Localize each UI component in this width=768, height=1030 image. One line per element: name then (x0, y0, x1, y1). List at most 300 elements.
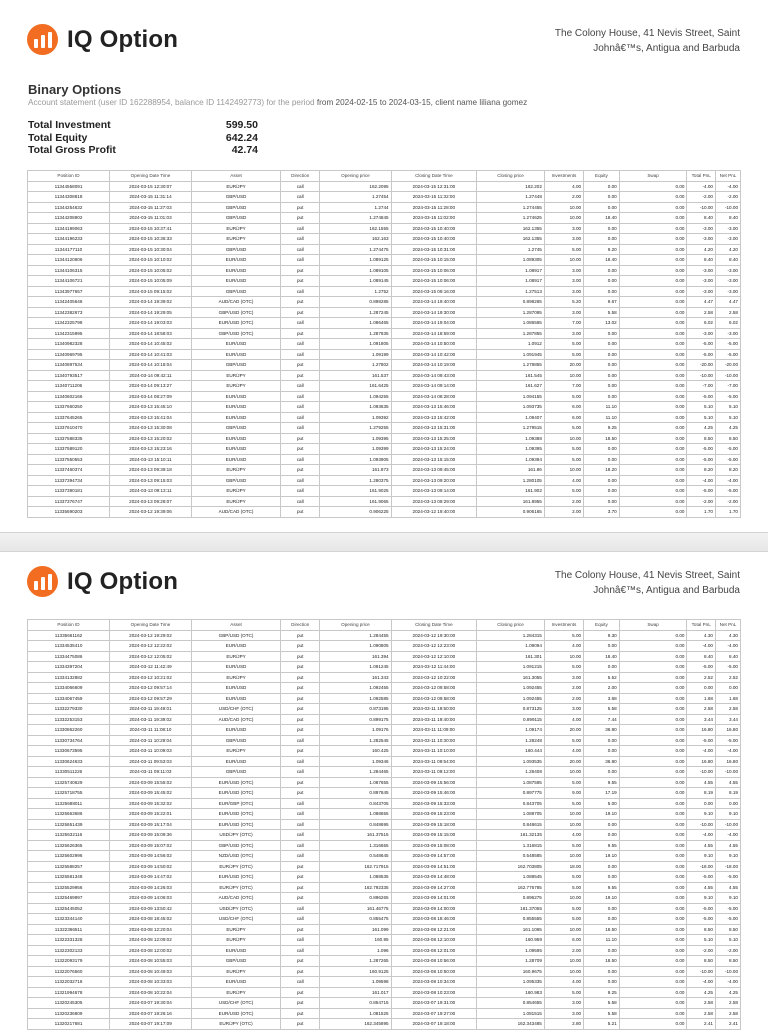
table-cell: 2024-03-12 12:23:00 (391, 641, 477, 652)
table-row (28, 423, 741, 434)
table-cell: EUR/USD (191, 725, 280, 736)
table-cell: 11325581348 (28, 872, 110, 883)
table-row (28, 882, 741, 893)
table-cell: 1.279255 (320, 423, 391, 434)
table-cell: 10.00 (544, 851, 583, 862)
table-cell: 2024-03-15 11:31:14 (109, 192, 191, 203)
table-cell: 2024-03-14 19:40:00 (391, 297, 477, 308)
table-cell: 161.3055 (477, 672, 545, 683)
table-cell: EUR/JPY (191, 924, 280, 935)
table-cell: 0.00 (619, 641, 687, 652)
table-cell: 2024-03-11 19:50:00 (391, 704, 477, 715)
table-cell: 11340897534 (28, 360, 110, 371)
table-cell: -3.00 (715, 328, 740, 339)
table-cell: 7.00 (544, 318, 583, 329)
table-cell: 11322302133 (28, 945, 110, 956)
table-cell: -10.00 (687, 202, 716, 213)
table-cell: call (281, 977, 320, 988)
table-cell: 2024-03-14 18:59:00 (391, 328, 477, 339)
table-cell: 0.00 (619, 234, 687, 245)
table-cell: 11337390181 (28, 486, 110, 497)
table-cell: 5.58 (584, 1008, 620, 1019)
table-cell: 2024-03-09 14:56:02 (109, 851, 191, 862)
table-cell: 1.086565 (477, 318, 545, 329)
table-cell: 2024-03-13 15:25:00 (391, 433, 477, 444)
table-cell: 9.20 (584, 244, 620, 255)
table-cell: 1.091215 (477, 662, 545, 673)
table-cell: EUR/USD (191, 391, 280, 402)
table-cell: -5.00 (715, 391, 740, 402)
table-cell: 1.28408 (477, 767, 545, 778)
table-cell: 11340793517 (28, 370, 110, 381)
table-cell: -2.00 (715, 496, 740, 507)
table-cell: call (281, 851, 320, 862)
table-cell: 0.00 (619, 903, 687, 914)
table-cell: 5.20 (544, 297, 583, 308)
table-cell: 2024-03-13 15:23:16 (109, 444, 191, 455)
table-cell: 0.00 (584, 339, 620, 350)
table-cell: 11320236809 (28, 1008, 110, 1019)
table-cell: 0.00 (619, 987, 687, 998)
table-cell: 11344308818 (28, 192, 110, 203)
table-cell: 2024-03-11 09:11:03 (109, 767, 191, 778)
table-cell: GBP/USD (191, 360, 280, 371)
table-cell: 9.10 (715, 809, 740, 820)
table-cell: 19.10 (584, 851, 620, 862)
table-cell: 1.09407 (477, 412, 545, 423)
table-cell: 2024-03-12 19:39:06 (109, 507, 191, 518)
table-cell: 2024-03-14 10:41:03 (109, 349, 191, 360)
table-cell: 1.2745 (477, 244, 545, 255)
table-cell: call (281, 412, 320, 423)
table-cell: 2024-03-09 14:51:00 (391, 861, 477, 872)
table-cell: 0.00 (687, 683, 716, 694)
table-cell: 2024-03-15 10:15:00 (391, 255, 477, 266)
table-cell: 11334132882 (28, 672, 110, 683)
table-row (28, 496, 741, 507)
table-cell: 2024-03-07 19:31:00 (391, 998, 477, 1009)
table-cell: 2024-03-15 11:27:03 (109, 202, 191, 213)
table-cell: 4.55 (687, 882, 716, 893)
table-row (28, 725, 741, 736)
table-cell: 9.10 (715, 893, 740, 904)
table-row (28, 328, 741, 339)
table-row (28, 318, 741, 329)
table-cell: 0.00 (619, 725, 687, 736)
table-cell: 0.00 (619, 630, 687, 641)
table-cell: 0.00 (584, 475, 620, 486)
table-cell: put (281, 1019, 320, 1030)
table-cell: call (281, 798, 320, 809)
table-cell: call (281, 475, 320, 486)
table-cell: 4.00 (544, 475, 583, 486)
table-cell: 2024-03-11 19:39:02 (109, 714, 191, 725)
table-cell: 2024-03-08 10:22:04 (109, 987, 191, 998)
table-row (28, 777, 741, 788)
table-cell: 2024-03-08 18:45:02 (109, 914, 191, 925)
table-cell: 160.959 (477, 935, 545, 946)
table-cell: 6.02 (687, 318, 716, 329)
table-cell: 1.09595 (477, 945, 545, 956)
table-cell: call (281, 735, 320, 746)
table-row (28, 809, 741, 820)
table-row (28, 662, 741, 673)
table-cell: -10.00 (687, 819, 716, 830)
table-cell: 2024-03-08 12:10:00 (391, 935, 477, 946)
table-cell: put (281, 714, 320, 725)
table-row (28, 872, 741, 883)
table-cell: 11337376747 (28, 496, 110, 507)
table-cell: 0.00 (619, 840, 687, 851)
table-cell: 9.10 (687, 809, 716, 820)
table-cell: call (281, 192, 320, 203)
table-cell: 11325445052 (28, 903, 110, 914)
table-cell: 11344177110 (28, 244, 110, 255)
table-cell: 2.00 (544, 192, 583, 203)
table-cell: 0.00 (619, 496, 687, 507)
table-cell: call (281, 830, 320, 841)
table-cell: GBP/USD (191, 192, 280, 203)
table-cell: put (281, 465, 320, 476)
table-cell: 8.50 (687, 433, 716, 444)
table-row (28, 349, 741, 360)
table-cell: 8.40 (715, 651, 740, 662)
table-cell: 1.280375 (320, 475, 391, 486)
table-cell: -5.00 (715, 914, 740, 925)
summary-row-total-equity: Total Equity 642.24 (28, 131, 258, 144)
table-cell: 9.55 (584, 777, 620, 788)
table-cell: call (281, 486, 320, 497)
table-cell: 0.00 (619, 391, 687, 402)
table-cell: 2024-03-13 15:45:10 (109, 402, 191, 413)
table-cell: 5.00 (544, 630, 583, 641)
table-cell: 2024-03-08 18:46:00 (391, 914, 477, 925)
table-cell: 0.843705 (477, 798, 545, 809)
table-cell: 11337394734 (28, 475, 110, 486)
table-cell: 10.00 (544, 924, 583, 935)
table-row (28, 307, 741, 318)
table-cell: 2024-03-13 09:29:00 (391, 496, 477, 507)
table-cell: EUR/JPY (191, 223, 280, 234)
table-cell: 1.316815 (477, 840, 545, 851)
table-cell: -5.00 (715, 444, 740, 455)
table-row (28, 1008, 741, 1019)
table-header-row (28, 171, 741, 182)
table-cell: 2024-03-08 10:55:03 (109, 956, 191, 967)
table-cell: 3.00 (544, 223, 583, 234)
table-cell: 8.40 (687, 213, 716, 224)
table-cell: call (281, 349, 320, 360)
table-cell: 1.09399 (320, 444, 391, 455)
column-header: Swap (619, 620, 687, 631)
table-cell: put (281, 265, 320, 276)
table-cell: -20.00 (715, 360, 740, 371)
table-cell: 2.58 (687, 998, 716, 1009)
table-cell: EUR/USD (191, 444, 280, 455)
table-cell: 2024-03-14 09:13:27 (109, 381, 191, 392)
table-cell: 2024-03-14 09:14:00 (391, 381, 477, 392)
table-cell: 0.00 (584, 977, 620, 988)
table-cell: 161.545 (477, 370, 545, 381)
table-cell: 0.00 (619, 255, 687, 266)
table-cell: 8.40 (715, 213, 740, 224)
table-cell: 4.20 (715, 244, 740, 255)
table-cell: USD/JPY (OTC) (191, 830, 280, 841)
table-cell: 0.00 (584, 328, 620, 339)
table-cell: 4.55 (715, 840, 740, 851)
table-cell: 0.00 (619, 998, 687, 1009)
table-cell: 3.44 (687, 714, 716, 725)
table-cell: 4.20 (687, 244, 716, 255)
table-cell: call (281, 181, 320, 192)
table-cell: 2.41 (715, 1019, 740, 1030)
table-row (28, 475, 741, 486)
table-cell: put (281, 683, 320, 694)
table-cell: EUR/USD (191, 402, 280, 413)
table-cell: 2024-03-09 14:26:03 (109, 882, 191, 893)
summary-totals (28, 119, 258, 157)
table-cell: 3.00 (544, 672, 583, 683)
table-cell: 4.00 (544, 641, 583, 652)
table-cell: 0.00 (619, 1008, 687, 1019)
statement-page-2 (0, 542, 768, 1027)
table-cell: 0.854655 (477, 998, 545, 1009)
table-row (28, 830, 741, 841)
table-cell: -3.00 (687, 223, 716, 234)
table-cell: 1.28709 (477, 956, 545, 967)
table-cell: 0.00 (584, 444, 620, 455)
table-cell: 8.40 (715, 255, 740, 266)
table-cell: 3.00 (544, 998, 583, 1009)
table-cell: 1.09394 (477, 454, 545, 465)
table-cell: 11330862260 (28, 725, 110, 736)
table-cell: put (281, 276, 320, 287)
table-cell: 3.00 (544, 286, 583, 297)
table-cell: NZD/USD (OTC) (191, 851, 280, 862)
table-cell: 0.848695 (320, 819, 391, 830)
table-cell: 2024-03-09 14:48:00 (391, 872, 477, 883)
table-cell: 0.906225 (320, 507, 391, 518)
table-row (28, 714, 741, 725)
table-cell: EUR/USD (191, 945, 280, 956)
table-cell: -5.00 (715, 903, 740, 914)
table-cell: 4.25 (715, 987, 740, 998)
table-cell: 2.52 (687, 672, 716, 683)
table-cell: 2024-03-14 08:27:09 (109, 391, 191, 402)
table-cell: 1.284455 (320, 630, 391, 641)
table-cell: 1.08917 (477, 265, 545, 276)
table-cell: 0.00 (584, 192, 620, 203)
table-cell: 0.00 (584, 830, 620, 841)
table-cell: put (281, 444, 320, 455)
table-row (28, 255, 741, 266)
table-cell: 2024-03-13 15:42:00 (391, 412, 477, 423)
table-cell: -18.00 (715, 861, 740, 872)
table-cell: -3.00 (687, 234, 716, 245)
company-address: The Colony House, 41 Nevis Street, Saint Johnâ€™s, Antigua and Barbuda (554, 570, 740, 596)
table-header-row (28, 620, 741, 631)
table-cell: call (281, 286, 320, 297)
table-cell: 2024-03-14 10:42:00 (391, 349, 477, 360)
table-cell: 2024-03-14 10:45:02 (109, 339, 191, 350)
table-cell: 9.55 (584, 882, 620, 893)
table-cell: -2.00 (687, 192, 716, 203)
table-cell: 0.00 (619, 349, 687, 360)
table-cell: 5.10 (687, 402, 716, 413)
table-cell: 2024-03-11 09:54:00 (391, 756, 477, 767)
table-cell: 11325663686 (28, 809, 110, 820)
table-cell: 5.00 (544, 914, 583, 925)
table-cell: 1.274625 (477, 213, 545, 224)
table-cell: 2024-03-12 19:40:00 (391, 507, 477, 518)
table-cell: 0.00 (619, 307, 687, 318)
table-cell: 0.00 (619, 328, 687, 339)
table-cell: 1.278855 (477, 360, 545, 371)
table-cell: -5.00 (715, 349, 740, 360)
table-cell: EUR/JPY (191, 370, 280, 381)
table-cell: 11344196233 (28, 234, 110, 245)
table-cell: put (281, 777, 320, 788)
column-header: Opening Date Time (109, 171, 191, 182)
table-cell: 0.00 (584, 872, 620, 883)
table-cell: 11340602166 (28, 391, 110, 402)
column-header: Asset (191, 620, 280, 631)
table-cell: -5.00 (687, 903, 716, 914)
table-cell: 11337645265 (28, 412, 110, 423)
table-cell: call (281, 809, 320, 820)
table-cell: 11344106721 (28, 276, 110, 287)
table-cell: 0.00 (619, 872, 687, 883)
table-cell: 11325688011 (28, 798, 110, 809)
table-cell: 2024-03-11 09:12:00 (391, 767, 477, 778)
table-cell: 0.00 (619, 767, 687, 778)
table-cell: call (281, 234, 320, 245)
table-cell: EUR/JPY (191, 486, 280, 497)
table-cell: 5.00 (544, 486, 583, 497)
table-cell: put (281, 370, 320, 381)
table-cell: 0.00 (584, 276, 620, 287)
table-cell: 0.00 (584, 496, 620, 507)
table-cell: 5.00 (544, 454, 583, 465)
table-cell: 4.55 (687, 840, 716, 851)
table-cell: 0.00 (619, 192, 687, 203)
table-cell: 1.091945 (477, 349, 545, 360)
table-cell: 3.00 (544, 234, 583, 245)
table-cell: 2024-03-12 10:21:02 (109, 672, 191, 683)
table-cell: 2024-03-11 11:08:10 (109, 725, 191, 736)
table-cell: 1.09598 (320, 977, 391, 988)
table-cell: 0.00 (584, 746, 620, 757)
table-row (28, 641, 741, 652)
table-cell: 11330673595 (28, 746, 110, 757)
table-row (28, 507, 741, 518)
table-cell: 0.00 (619, 360, 687, 371)
table-cell: 1.2752 (320, 286, 391, 297)
table-cell: 2024-03-09 15:22:01 (109, 809, 191, 820)
table-cell: EUR/JPY (OTC) (191, 882, 280, 893)
table-cell: 2024-03-14 09:43:00 (391, 370, 477, 381)
table-cell: 11340982328 (28, 339, 110, 350)
table-cell: 5.00 (544, 872, 583, 883)
table-cell: EUR/USD (OTC) (191, 318, 280, 329)
table-cell: 161.8955 (477, 496, 545, 507)
table-cell: 2024-03-12 10:22:00 (391, 672, 477, 683)
table-cell: EUR/JPY (191, 966, 280, 977)
table-cell: 2024-03-15 10:30:04 (109, 244, 191, 255)
table-cell: 5.00 (544, 339, 583, 350)
table-cell: 11325718755 (28, 788, 110, 799)
table-cell: 0.00 (584, 454, 620, 465)
table-cell: 1.089145 (320, 276, 391, 287)
table-cell: 161.343 (320, 672, 391, 683)
table-cell: 0.00 (619, 798, 687, 809)
table-cell: 1.70 (715, 507, 740, 518)
table-cell: 10.00 (544, 767, 583, 778)
table-cell: 5.58 (584, 998, 620, 1009)
table-cell: -5.00 (715, 454, 740, 465)
table-cell: 1.287855 (477, 328, 545, 339)
table-cell: 1.27802 (320, 360, 391, 371)
table-cell: 0.00 (619, 851, 687, 862)
table-cell: 2024-03-15 10:06:00 (391, 276, 477, 287)
table-cell: -10.00 (687, 767, 716, 778)
table-row (28, 402, 741, 413)
table-cell: 0.00 (584, 349, 620, 360)
table-cell: 36.80 (584, 756, 620, 767)
table-cell: -3.00 (687, 276, 716, 287)
table-cell: 8.50 (715, 924, 740, 935)
table-cell: 2024-03-09 14:06:03 (109, 893, 191, 904)
table-cell: -4.00 (715, 746, 740, 757)
table-cell: 0.898285 (320, 297, 391, 308)
table-cell: 2.00 (544, 496, 583, 507)
table-cell: 0.00 (619, 265, 687, 276)
table-cell: 3.00 (544, 307, 583, 318)
column-header: Opening price (320, 620, 391, 631)
table-cell: 1.088655 (320, 809, 391, 820)
table-cell: 1.081515 (477, 1008, 545, 1019)
table-cell: 161.627 (477, 381, 545, 392)
table-cell: 2024-03-13 15:24:00 (391, 444, 477, 455)
table-row (28, 861, 741, 872)
table-cell: EUR/USD (191, 662, 280, 673)
table-cell: 18.00 (544, 861, 583, 872)
table-cell: 0.00 (584, 903, 620, 914)
table-row (28, 767, 741, 778)
table-cell: 1.092455 (320, 683, 391, 694)
table-cell: 2024-03-09 14:27:00 (391, 882, 477, 893)
table-cell: 8.50 (687, 956, 716, 967)
table-cell: 1.08917 (477, 276, 545, 287)
table-cell: -3.00 (687, 286, 716, 297)
table-cell: EUR/USD (191, 339, 280, 350)
table-cell: 11342382673 (28, 307, 110, 318)
table-cell: 2024-03-07 19:26:16 (109, 1008, 191, 1019)
table-cell: 11325469997 (28, 893, 110, 904)
table-row (28, 956, 741, 967)
table-cell: 161.9065 (320, 496, 391, 507)
table-cell: 1.092455 (477, 693, 545, 704)
table-cell: EUR/USD (191, 433, 280, 444)
table-cell: 20.00 (544, 360, 583, 371)
table-cell: 8.19 (687, 788, 716, 799)
table-cell: 4.00 (544, 977, 583, 988)
table-cell: 0.00 (584, 202, 620, 213)
table-cell: 11337610470 (28, 423, 110, 434)
table-cell: EUR/JPY (191, 181, 280, 192)
table-cell: 8.50 (715, 433, 740, 444)
table-row (28, 213, 741, 224)
